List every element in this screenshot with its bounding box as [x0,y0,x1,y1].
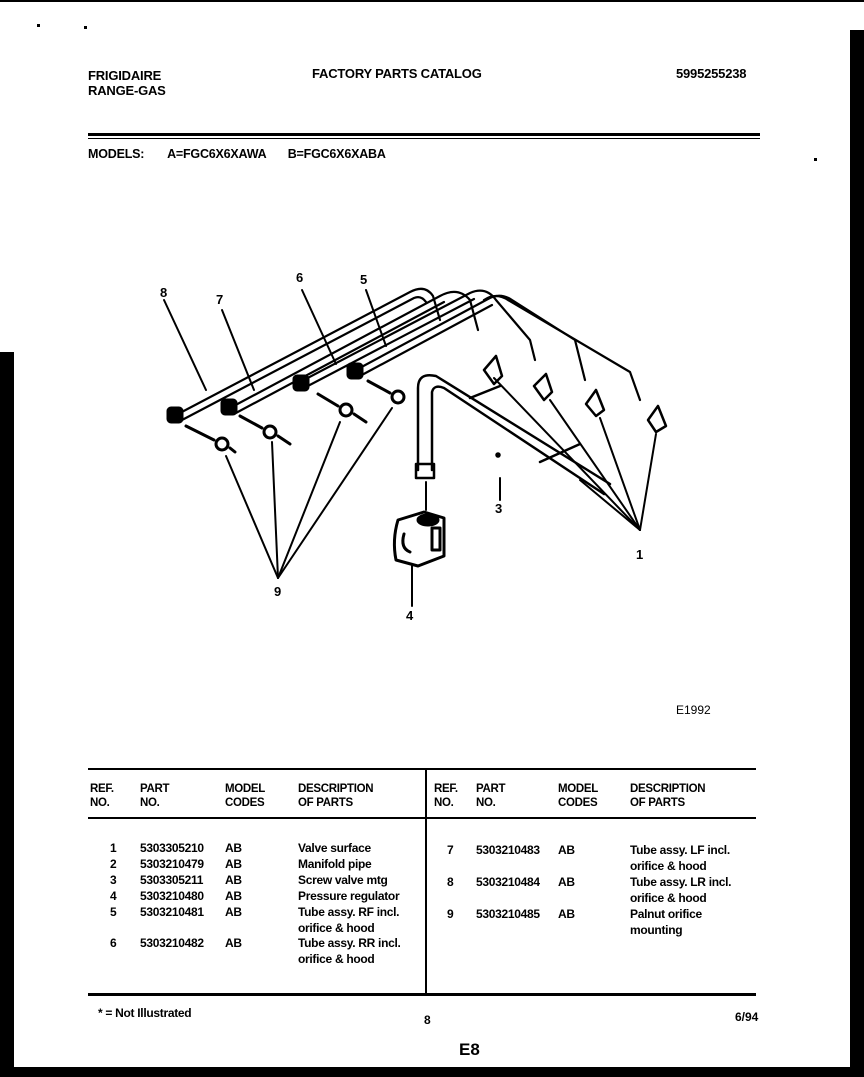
description: Pressure regulator [298,889,400,903]
revision-date: 6/94 [735,1010,759,1024]
header-part-no: PART NO. [476,783,506,809]
part-no: 5303305210 [140,841,204,855]
callout-4: 4 [406,608,414,623]
header-ref-no: REF. NO. [434,783,458,809]
figure-id: E1992 [676,703,711,717]
pressure-regulator [394,512,444,566]
callout-7: 7 [216,292,224,307]
part-no: 5303210479 [140,857,204,871]
model-codes: AB [558,843,575,857]
page-number: 8 [424,1013,431,1027]
header-model-codes: MODEL CODES [225,783,266,809]
header-description: DESCRIPTION OF PARTS [298,783,374,809]
ref-no: 5 [110,905,117,919]
not-illustrated-footnote: * = Not Illustrated [98,1006,192,1020]
model-codes: AB [558,875,575,889]
description: Tube assy. LF incl. orifice & hood [630,843,730,873]
part-no: 5303210481 [140,905,204,919]
description: Tube assy. RF incl. orifice & hood [298,905,400,935]
part-no: 5303210480 [140,889,204,903]
callout-8: 8 [160,285,168,300]
description: Tube assy. RR incl. orifice & hood [298,936,401,966]
callout-5: 5 [360,272,368,287]
parts-column-left [88,768,418,996]
parts-column-right [434,768,764,996]
callout-3: 3 [495,501,503,516]
description: Manifold pipe [298,857,372,871]
part-no: 5303210485 [476,907,540,921]
model-codes: AB [558,907,575,921]
model-codes: AB [225,905,242,919]
header-ref-no: REF. NO. [90,783,114,809]
callout-6: 6 [296,270,304,285]
parts-table [88,768,756,996]
product-line: RANGE-GAS [88,83,166,98]
models-label: MODELS: [88,147,145,161]
callout-9: 9 [274,584,282,599]
model-b: B=FGC6X6XABA [287,147,386,161]
ref-no: 7 [447,843,454,857]
model-codes: AB [225,857,242,871]
ref-no: 3 [110,873,117,887]
description: Palnut orifice mounting [630,907,702,937]
part-no: 5303305211 [140,873,204,887]
part-no: 5303210483 [476,843,540,857]
ref-no: 8 [447,875,454,889]
model-codes: AB [225,841,242,855]
model-codes: AB [225,873,242,887]
description: Valve surface [298,841,371,855]
model-codes: AB [225,936,242,950]
header-model-codes: MODEL CODES [558,783,599,809]
model-codes: AB [225,889,242,903]
ref-no: 6 [110,936,117,950]
document-number: 5995255238 [676,66,747,81]
scan-edge-bottom [0,1067,864,1077]
catalog-title: FACTORY PARTS CATALOG [312,66,482,81]
callout-1: 1 [636,547,644,562]
ref-no: 1 [110,841,117,855]
brand-name: FRIGIDAIRE [88,68,162,83]
description: Tube assy. LR incl. orifice & hood [630,875,732,905]
header-description: DESCRIPTION OF PARTS [630,783,706,809]
description: Screw valve mtg [298,873,388,887]
ref-no: 9 [447,907,454,921]
page-code: E8 [459,1040,480,1059]
ref-no: 2 [110,857,117,871]
part-no: 5303210482 [140,936,204,950]
manifold-pipe [416,375,610,494]
model-a: A=FGC6X6XAWA [167,147,267,161]
ref-no: 4 [110,889,117,903]
part-no: 5303210484 [476,875,540,889]
header-part-no: PART NO. [140,783,170,809]
tube-assemblies [178,289,640,420]
